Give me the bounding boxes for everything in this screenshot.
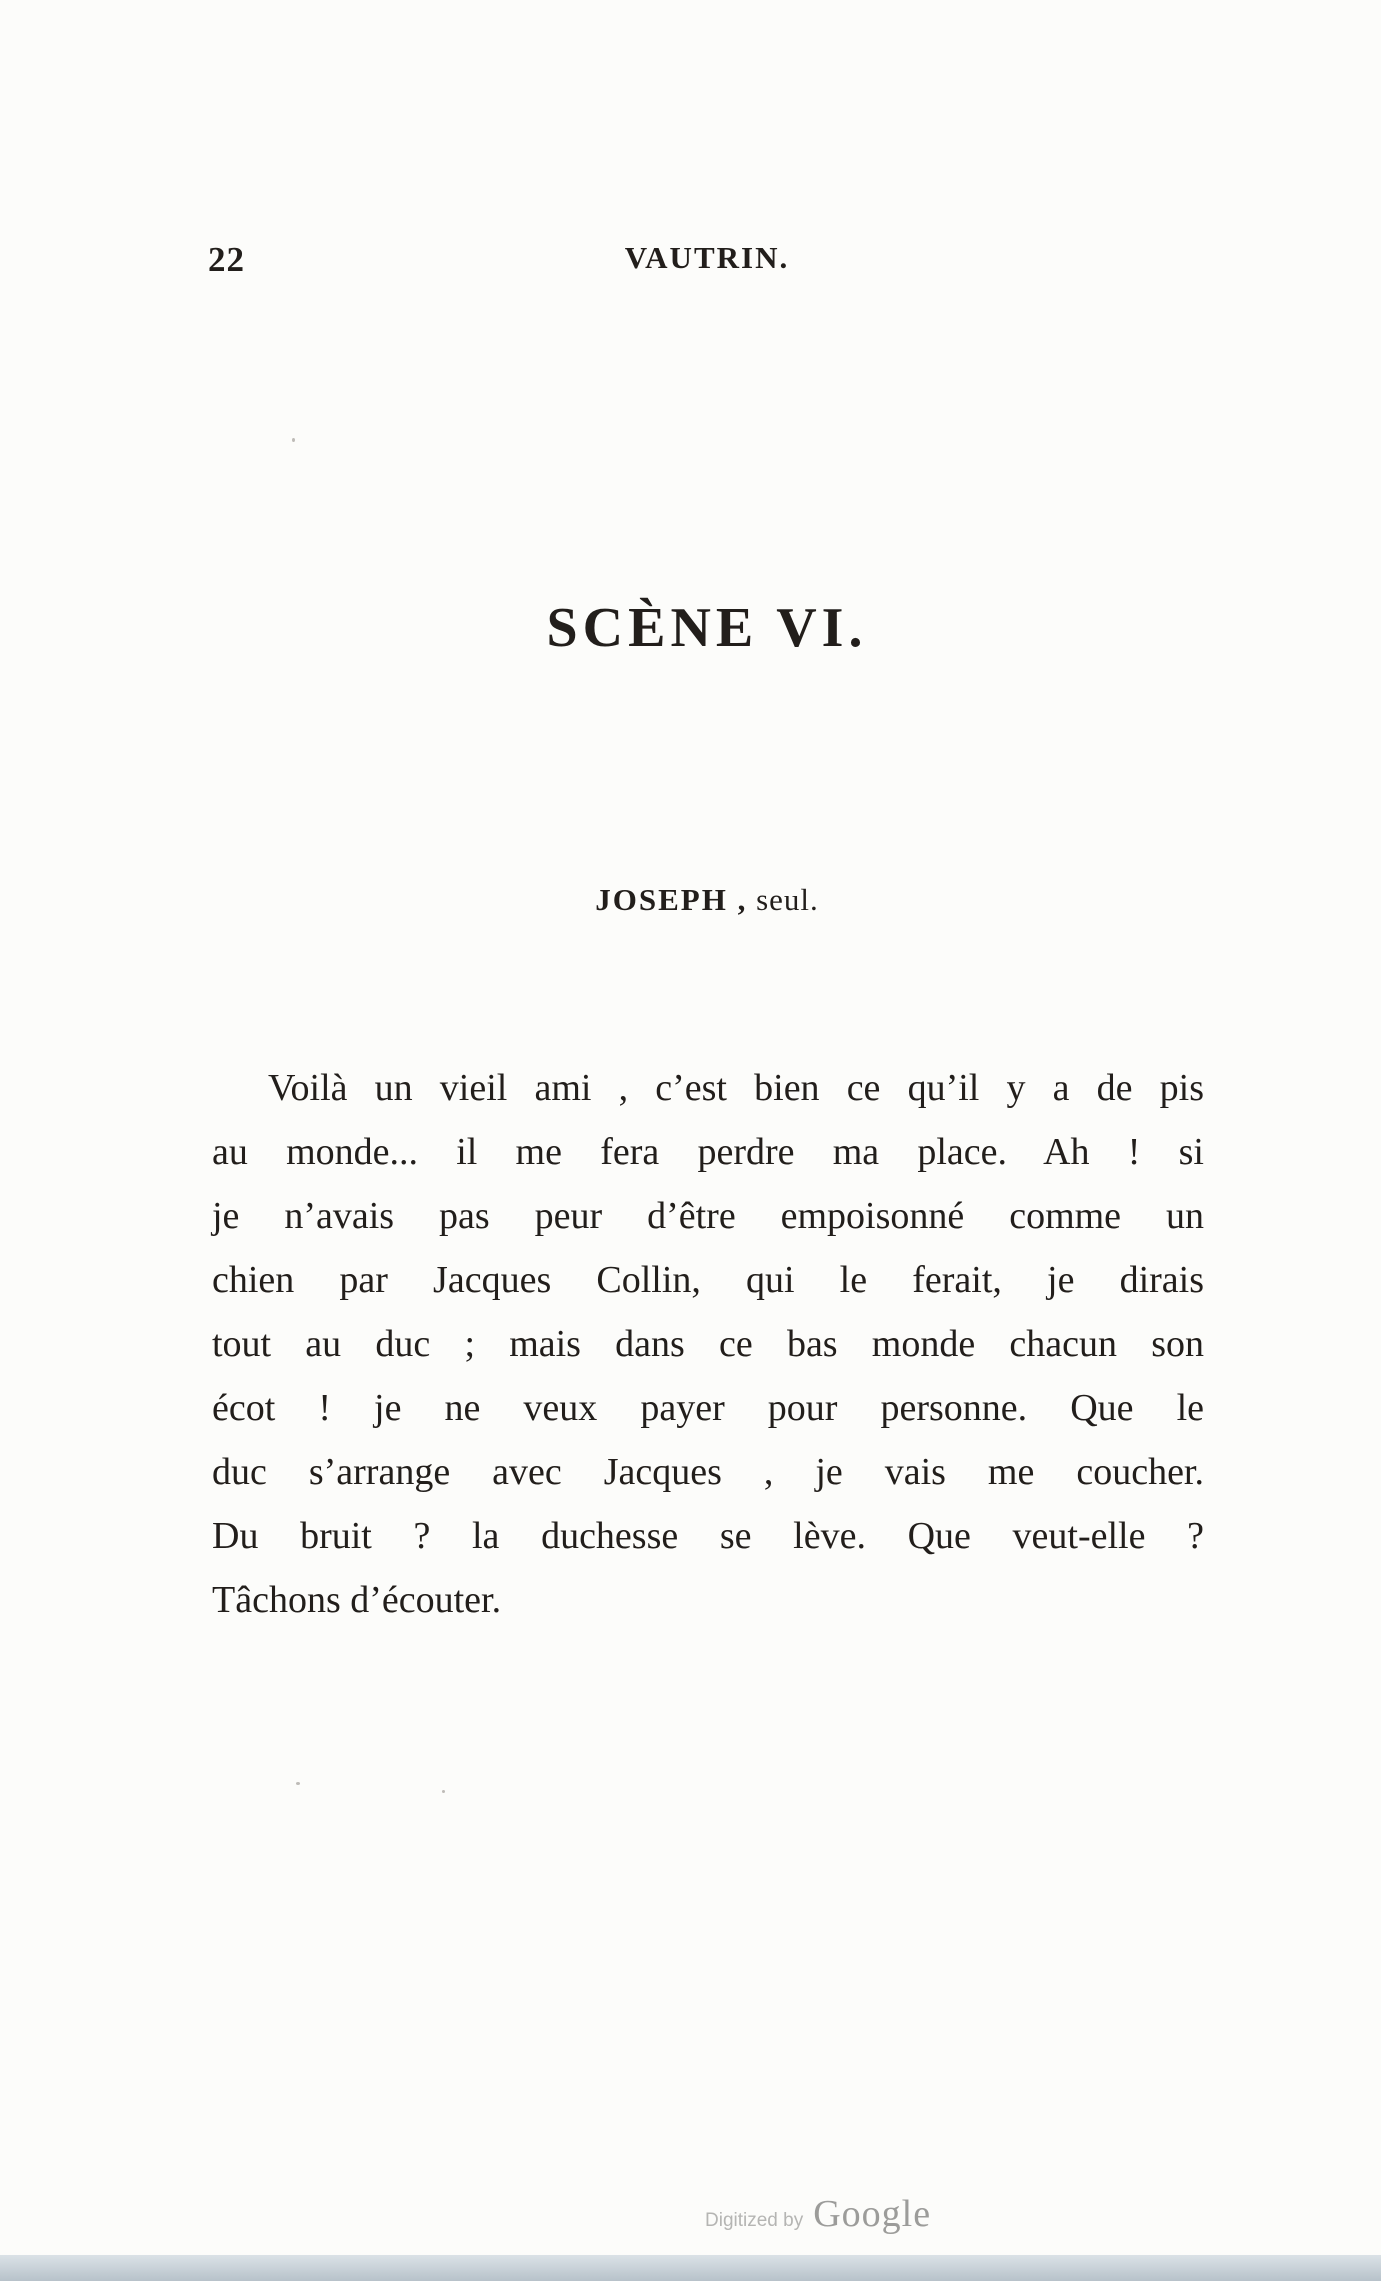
character-line: [212, 882, 1202, 918]
scan-speck: [292, 438, 295, 442]
scene-heading: SCÈNE VI.: [546, 597, 868, 659]
body-line: au monde... il me fera perdre ma place. Ah ! si: [212, 1131, 1204, 1173]
running-header-title: VAUTRIN.: [624, 240, 790, 275]
body-line: écot ! je ne veux payer pour personne. Que le: [212, 1387, 1204, 1429]
body-paragraph: [212, 1056, 1204, 1632]
body-line: je n’avais pas peur d’être empoisonné comme un: [212, 1195, 1204, 1237]
google-logo: Google: [813, 2193, 932, 2235]
body-line: duc s’arrange avec Jacques , je vais me coucher.: [212, 1451, 1204, 1493]
character-name: JOSEPH ,: [595, 882, 748, 917]
body-line: Du bruit ? la duchesse se lève. Que veut-elle ?: [212, 1515, 1204, 1557]
body-line: chien par Jacques Collin, qui le ferait, je dirais: [212, 1259, 1204, 1301]
stage-direction: seul.: [756, 882, 819, 917]
page-bottom-edge: [0, 2255, 1381, 2281]
body-line: Voilà un vieil ami , c’est bien ce qu’il y a de pis: [268, 1067, 1204, 1109]
google-watermark: [705, 2192, 931, 2236]
digitized-by-label: Digitized by: [705, 2210, 804, 2231]
scan-speck: [296, 1782, 300, 1785]
scan-speck: [442, 1790, 445, 1793]
body-line: Tâchons d’écouter.: [212, 1579, 502, 1621]
page-number: 22: [208, 240, 245, 279]
body-line: tout au duc ; mais dans ce bas monde chacun son: [212, 1323, 1204, 1365]
